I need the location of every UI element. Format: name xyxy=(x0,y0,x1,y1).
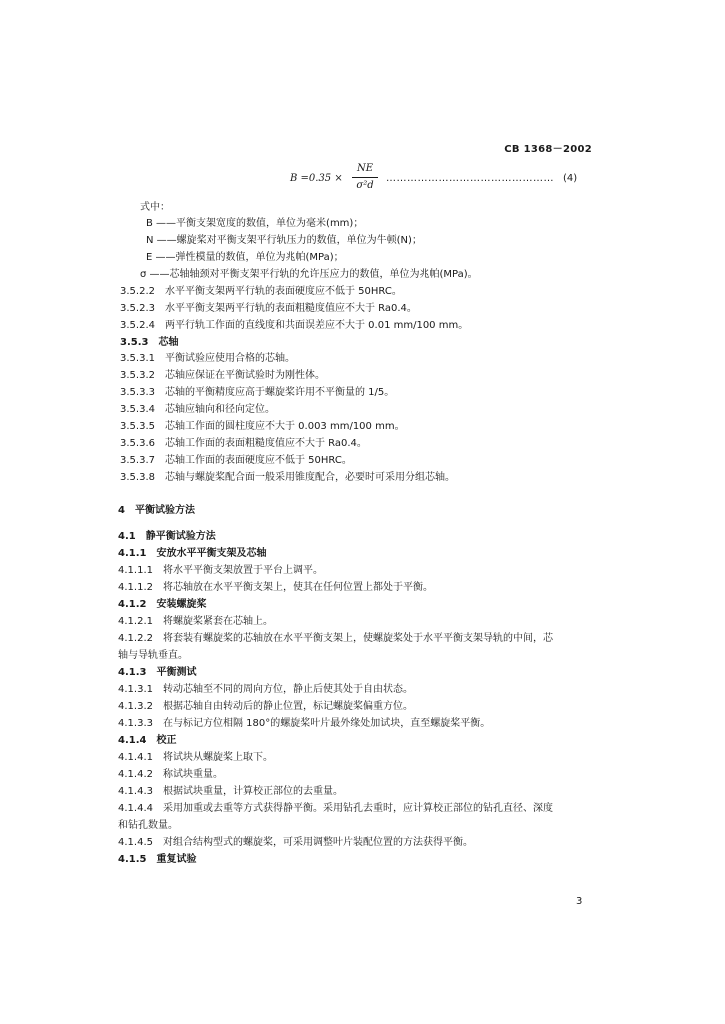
text-line: 4.1.4.1 将试块从螺旋桨上取下。 xyxy=(118,752,273,763)
text-line: 4.1.2.1 将螺旋桨紧套在芯轴上。 xyxy=(118,616,273,627)
section-heading: 4.1.1 安放水平平衡支架及芯轴 xyxy=(118,548,267,559)
text-line: 3.5.2.3 水平平衡支架两平行轨的表面粗糙度值应不大于 Ra0.4。 xyxy=(120,303,417,314)
text-line: E ——弹性模量的数值，单位为兆帕(MPa)； xyxy=(146,252,344,263)
section-heading: 4.1.4 校正 xyxy=(118,735,177,746)
section-heading: 4.1 静平衡试验方法 xyxy=(118,531,216,542)
text-line: 4.1.1.2 将芯轴放在水平平衡支架上，使其在任何位置上都处于平衡。 xyxy=(118,582,433,593)
page-number: 3 xyxy=(576,896,583,907)
text-line: 和钻孔数量。 xyxy=(118,820,178,831)
section-heading: 4.1.3 平衡测试 xyxy=(118,667,197,678)
section-heading: 4.1.2 安装螺旋桨 xyxy=(118,599,207,610)
text-line: 4.1.3.1 转动芯轴至不同的周向方位，静止后使其处于自由状态。 xyxy=(118,684,413,695)
text-line: 4.1.4.2 称试块重量。 xyxy=(118,769,223,780)
text-line: 轴与导轨垂直。 xyxy=(118,650,188,661)
text-line: 式中： xyxy=(140,202,170,213)
text-line: 3.5.3.6 芯轴工作面的表面粗糙度值应不大于 Ra0.4。 xyxy=(120,438,367,449)
formula-numerator: NE xyxy=(356,163,374,174)
text-line: 3.5.2.4 两平行轨工作面的直线度和共面误差应不大于 0.01 mm/100 mm。 xyxy=(120,320,469,331)
text-line: σ ——芯轴轴颈对平衡支架平行轨的允许压应力的数值，单位为兆帕(MPa)。 xyxy=(140,269,478,280)
text-line: 3.5.3.4 芯轴应轴向和径向定位。 xyxy=(120,404,275,415)
text-line: 4.1.3.2 根据芯轴自由转动后的静止位置，标记螺旋桨偏重方位。 xyxy=(118,701,413,712)
section-heading: 4.1.5 重复试验 xyxy=(118,854,197,865)
text-line: 3.5.2.2 水平平衡支架两平行轨的表面硬度应不低于 50HRC。 xyxy=(120,286,402,297)
text-line: 4.1.2.2 将套装有螺旋桨的芯轴放在水平平衡支架上，使螺旋桨处于水平平衡支架导轨的中间，芯 xyxy=(118,633,553,644)
formula-denominator: σ²d xyxy=(356,180,374,191)
text-line: B ——平衡支架宽度的数值，单位为毫米(mm)； xyxy=(146,218,364,229)
text-line: 4.1.1.1 将水平平衡支架放置于平台上调平。 xyxy=(118,565,323,576)
section-heading: 3.5.3 芯轴 xyxy=(120,337,179,348)
text-line: N ——螺旋桨对平衡支架平行轨压力的数值，单位为牛顿(N)； xyxy=(146,235,422,246)
section-heading: 4 平衡试验方法 xyxy=(118,505,195,516)
text-line: 4.1.4.4 采用加重或去重等方式获得静平衡。采用钻孔去重时，应计算校正部位的钻孔直径、深度 xyxy=(118,803,553,814)
formula-fraction xyxy=(352,162,378,193)
standard-number: CB 1368－2002 xyxy=(504,144,592,155)
text-line: 4.1.4.5 对组合结构型式的螺旋桨，可采用调整叶片装配位置的方法获得平衡。 xyxy=(118,837,473,848)
fraction-bar xyxy=(352,177,378,178)
formula-4 xyxy=(0,162,725,202)
text-line: 3.5.3.3 芯轴的平衡精度应高于螺旋桨许用不平衡量的 1/5。 xyxy=(120,387,395,398)
formula-lhs: B =0.35 × xyxy=(290,173,343,184)
text-line: 4.1.4.3 根据试块重量，计算校正部位的去重量。 xyxy=(118,786,343,797)
formula-number: (4) xyxy=(563,173,578,184)
text-line: 3.5.3.2 芯轴应保证在平衡试验时为刚性体。 xyxy=(120,370,325,381)
text-line: 3.5.3.5 芯轴工作面的圆柱度应不大于 0.003 mm/100 mm。 xyxy=(120,421,405,432)
text-line: 3.5.3.8 芯轴与螺旋桨配合面一般采用锥度配合，必要时可采用分组芯轴。 xyxy=(120,472,455,483)
text-line: 3.5.3.7 芯轴工作面的表面硬度应不低于 50HRC。 xyxy=(120,455,352,466)
text-line: 3.5.3.1 平衡试验应使用合格的芯轴。 xyxy=(120,353,295,364)
text-line: 4.1.3.3 在与标记方位相隔 180°的螺旋桨叶片最外缘处加试块，直至螺旋桨平衡。 xyxy=(118,718,491,729)
formula-leader-dots: ………………………………………… xyxy=(386,173,554,184)
